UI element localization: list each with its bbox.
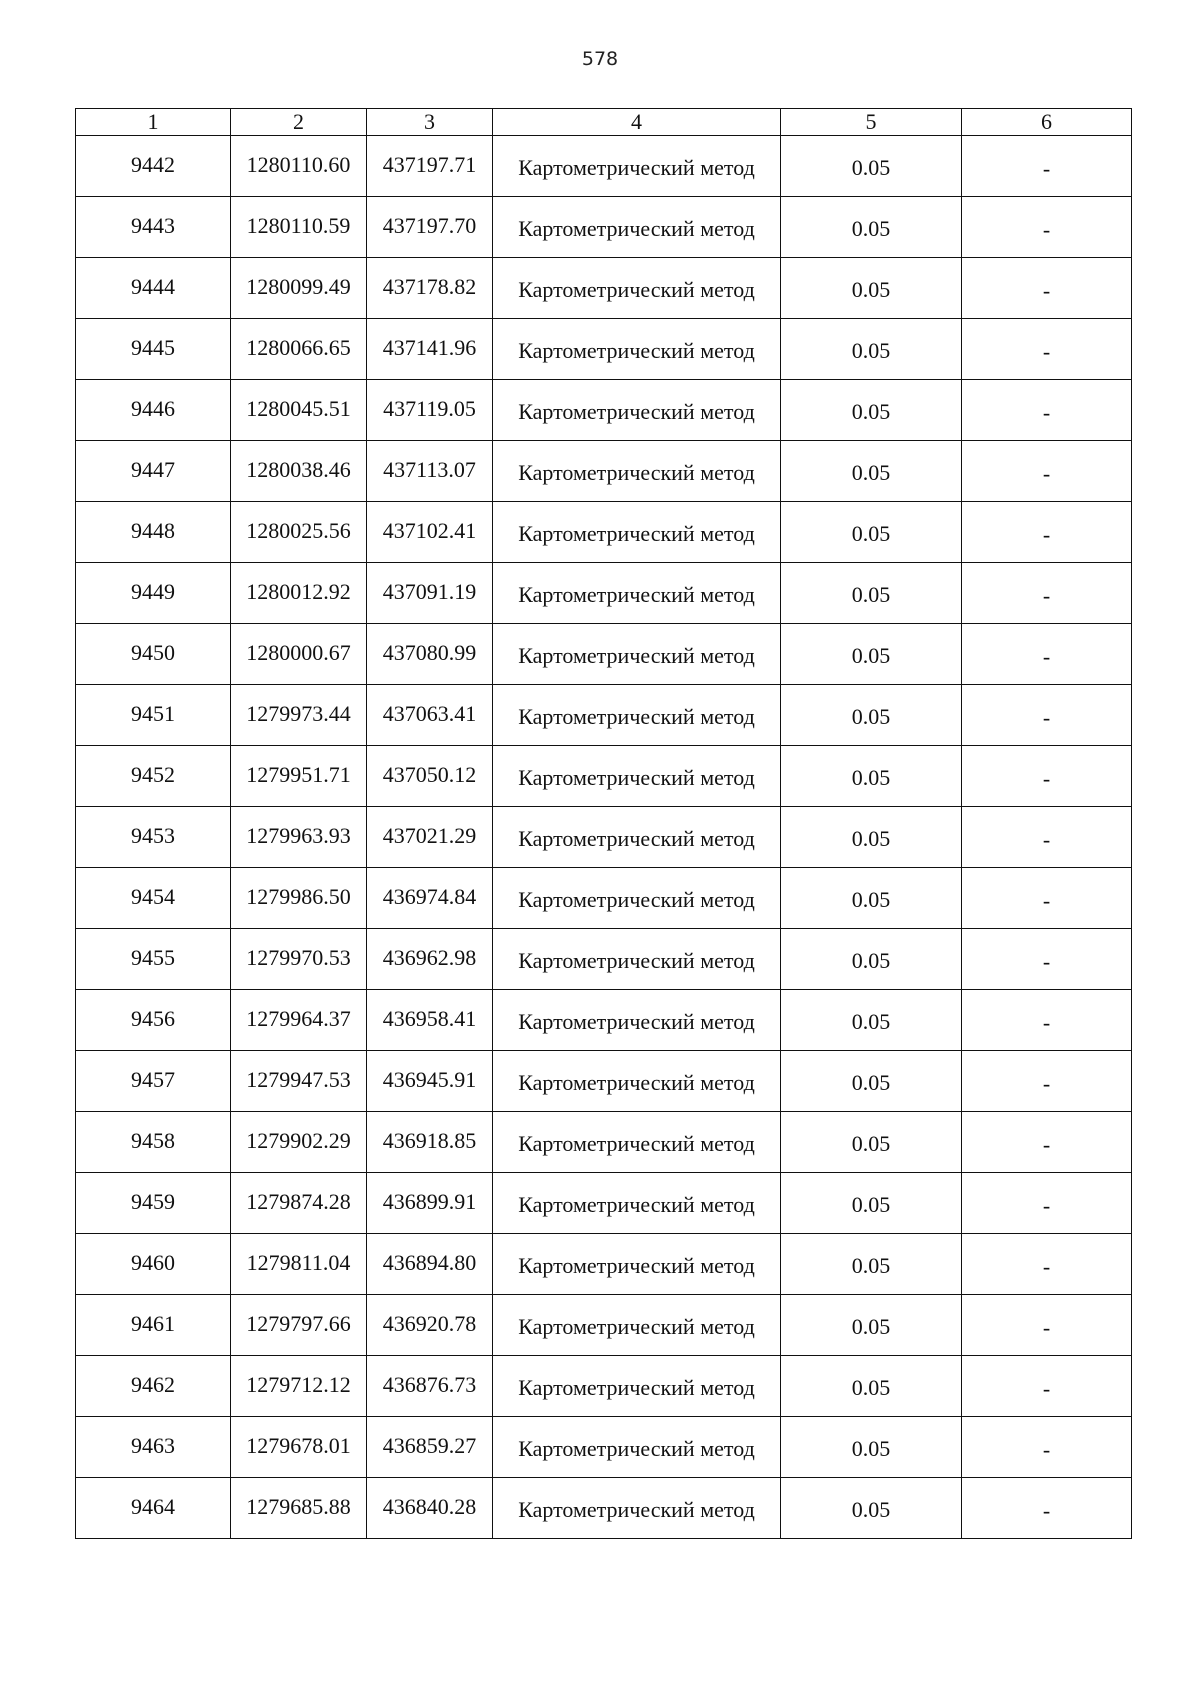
y-coordinate-cell: 436945.91 [367,1051,493,1112]
table-row [76,319,1132,380]
table-row [76,1356,1132,1417]
column-header: 1 [76,109,231,136]
method-cell: Картометрический метод [493,990,781,1051]
x-coordinate-cell: 1279712.12 [231,1356,367,1417]
accuracy-cell: 0.05 [781,441,962,502]
table-row [76,197,1132,258]
x-coordinate-cell: 1279685.88 [231,1478,367,1539]
method-cell: Картометрический метод [493,1234,781,1295]
note-cell: - [962,1234,1132,1295]
point-number-cell: 9452 [76,746,231,807]
method-cell: Картометрический метод [493,746,781,807]
y-coordinate-cell: 437141.96 [367,319,493,380]
note-cell: - [962,990,1132,1051]
note-cell: - [962,1112,1132,1173]
accuracy-cell: 0.05 [781,380,962,441]
table-row [76,258,1132,319]
note-cell: - [962,868,1132,929]
x-coordinate-cell: 1279811.04 [231,1234,367,1295]
accuracy-cell: 0.05 [781,1173,962,1234]
point-number-cell: 9442 [76,136,231,197]
x-coordinate-cell: 1279678.01 [231,1417,367,1478]
y-coordinate-cell: 437063.41 [367,685,493,746]
table-row [76,868,1132,929]
note-cell: - [962,1173,1132,1234]
method-cell: Картометрический метод [493,1112,781,1173]
accuracy-cell: 0.05 [781,807,962,868]
accuracy-cell: 0.05 [781,258,962,319]
note-cell: - [962,1356,1132,1417]
note-cell: - [962,563,1132,624]
accuracy-cell: 0.05 [781,1051,962,1112]
accuracy-cell: 0.05 [781,1234,962,1295]
column-header: 5 [781,109,962,136]
point-number-cell: 9462 [76,1356,231,1417]
table-row [76,502,1132,563]
method-cell: Картометрический метод [493,1478,781,1539]
table-row [76,1295,1132,1356]
note-cell: - [962,258,1132,319]
column-header: 4 [493,109,781,136]
point-number-cell: 9447 [76,441,231,502]
note-cell: - [962,624,1132,685]
point-number-cell: 9453 [76,807,231,868]
accuracy-cell: 0.05 [781,1295,962,1356]
accuracy-cell: 0.05 [781,1112,962,1173]
accuracy-cell: 0.05 [781,929,962,990]
y-coordinate-cell: 436840.28 [367,1478,493,1539]
page-number: 578 [581,48,619,70]
accuracy-cell: 0.05 [781,136,962,197]
method-cell: Картометрический метод [493,685,781,746]
y-coordinate-cell: 437102.41 [367,502,493,563]
x-coordinate-cell: 1280066.65 [231,319,367,380]
method-cell: Картометрический метод [493,1417,781,1478]
accuracy-cell: 0.05 [781,563,962,624]
x-coordinate-cell: 1280110.59 [231,197,367,258]
accuracy-cell: 0.05 [781,1478,962,1539]
x-coordinate-cell: 1280045.51 [231,380,367,441]
method-cell: Картометрический метод [493,380,781,441]
x-coordinate-cell: 1279947.53 [231,1051,367,1112]
x-coordinate-cell: 1280099.49 [231,258,367,319]
point-number-cell: 9460 [76,1234,231,1295]
x-coordinate-cell: 1279963.93 [231,807,367,868]
method-cell: Картометрический метод [493,868,781,929]
point-number-cell: 9457 [76,1051,231,1112]
y-coordinate-cell: 436958.41 [367,990,493,1051]
point-number-cell: 9449 [76,563,231,624]
x-coordinate-cell: 1280025.56 [231,502,367,563]
point-number-cell: 9458 [76,1112,231,1173]
table-row [76,1417,1132,1478]
point-number-cell: 9448 [76,502,231,563]
x-coordinate-cell: 1280110.60 [231,136,367,197]
table-row [76,990,1132,1051]
point-number-cell: 9454 [76,868,231,929]
y-coordinate-cell: 436920.78 [367,1295,493,1356]
point-number-cell: 9461 [76,1295,231,1356]
y-coordinate-cell: 437119.05 [367,380,493,441]
note-cell: - [962,1478,1132,1539]
point-number-cell: 9444 [76,258,231,319]
point-number-cell: 9464 [76,1478,231,1539]
point-number-cell: 9456 [76,990,231,1051]
method-cell: Картометрический метод [493,197,781,258]
note-cell: - [962,746,1132,807]
column-header: 6 [962,109,1132,136]
y-coordinate-cell: 436859.27 [367,1417,493,1478]
note-cell: - [962,197,1132,258]
x-coordinate-cell: 1279902.29 [231,1112,367,1173]
table-row [76,746,1132,807]
accuracy-cell: 0.05 [781,685,962,746]
point-number-cell: 9446 [76,380,231,441]
table-row [76,624,1132,685]
note-cell: - [962,1295,1132,1356]
table-row [76,1234,1132,1295]
x-coordinate-cell: 1279964.37 [231,990,367,1051]
note-cell: - [962,319,1132,380]
accuracy-cell: 0.05 [781,624,962,685]
method-cell: Картометрический метод [493,1051,781,1112]
table-row [76,685,1132,746]
y-coordinate-cell: 437091.19 [367,563,493,624]
method-cell: Картометрический метод [493,929,781,990]
y-coordinate-cell: 436899.91 [367,1173,493,1234]
y-coordinate-cell: 437050.12 [367,746,493,807]
accuracy-cell: 0.05 [781,990,962,1051]
x-coordinate-cell: 1279973.44 [231,685,367,746]
coordinates-table [75,108,1132,1539]
column-header: 3 [367,109,493,136]
note-cell: - [962,380,1132,441]
accuracy-cell: 0.05 [781,1417,962,1478]
point-number-cell: 9463 [76,1417,231,1478]
table-row [76,441,1132,502]
note-cell: - [962,1051,1132,1112]
note-cell: - [962,685,1132,746]
point-number-cell: 9443 [76,197,231,258]
y-coordinate-cell: 437197.70 [367,197,493,258]
method-cell: Картометрический метод [493,624,781,685]
table-row [76,380,1132,441]
x-coordinate-cell: 1279874.28 [231,1173,367,1234]
table-header [76,109,1132,136]
table-row [76,1173,1132,1234]
y-coordinate-cell: 437178.82 [367,258,493,319]
table-body [76,136,1132,1539]
x-coordinate-cell: 1279797.66 [231,1295,367,1356]
y-coordinate-cell: 437080.99 [367,624,493,685]
table-row [76,563,1132,624]
accuracy-cell: 0.05 [781,197,962,258]
note-cell: - [962,441,1132,502]
header-row [76,109,1132,136]
method-cell: Картометрический метод [493,807,781,868]
table-row [76,136,1132,197]
y-coordinate-cell: 436962.98 [367,929,493,990]
y-coordinate-cell: 436876.73 [367,1356,493,1417]
method-cell: Картометрический метод [493,563,781,624]
y-coordinate-cell: 436974.84 [367,868,493,929]
x-coordinate-cell: 1280038.46 [231,441,367,502]
table-row [76,929,1132,990]
note-cell: - [962,1417,1132,1478]
x-coordinate-cell: 1279951.71 [231,746,367,807]
accuracy-cell: 0.05 [781,1356,962,1417]
method-cell: Картометрический метод [493,319,781,380]
point-number-cell: 9455 [76,929,231,990]
table-row [76,1478,1132,1539]
accuracy-cell: 0.05 [781,319,962,380]
table-row [76,807,1132,868]
method-cell: Картометрический метод [493,1173,781,1234]
y-coordinate-cell: 437021.29 [367,807,493,868]
point-number-cell: 9445 [76,319,231,380]
y-coordinate-cell: 436894.80 [367,1234,493,1295]
note-cell: - [962,502,1132,563]
point-number-cell: 9459 [76,1173,231,1234]
point-number-cell: 9451 [76,685,231,746]
accuracy-cell: 0.05 [781,746,962,807]
note-cell: - [962,807,1132,868]
method-cell: Картометрический метод [493,258,781,319]
method-cell: Картометрический метод [493,502,781,563]
x-coordinate-cell: 1279986.50 [231,868,367,929]
method-cell: Картометрический метод [493,1356,781,1417]
y-coordinate-cell: 436918.85 [367,1112,493,1173]
x-coordinate-cell: 1280012.92 [231,563,367,624]
y-coordinate-cell: 437113.07 [367,441,493,502]
note-cell: - [962,136,1132,197]
table-row [76,1112,1132,1173]
method-cell: Картометрический метод [493,136,781,197]
x-coordinate-cell: 1279970.53 [231,929,367,990]
method-cell: Картометрический метод [493,1295,781,1356]
table-row [76,1051,1132,1112]
point-number-cell: 9450 [76,624,231,685]
x-coordinate-cell: 1280000.67 [231,624,367,685]
y-coordinate-cell: 437197.71 [367,136,493,197]
accuracy-cell: 0.05 [781,502,962,563]
accuracy-cell: 0.05 [781,868,962,929]
note-cell: - [962,929,1132,990]
column-header: 2 [231,109,367,136]
method-cell: Картометрический метод [493,441,781,502]
